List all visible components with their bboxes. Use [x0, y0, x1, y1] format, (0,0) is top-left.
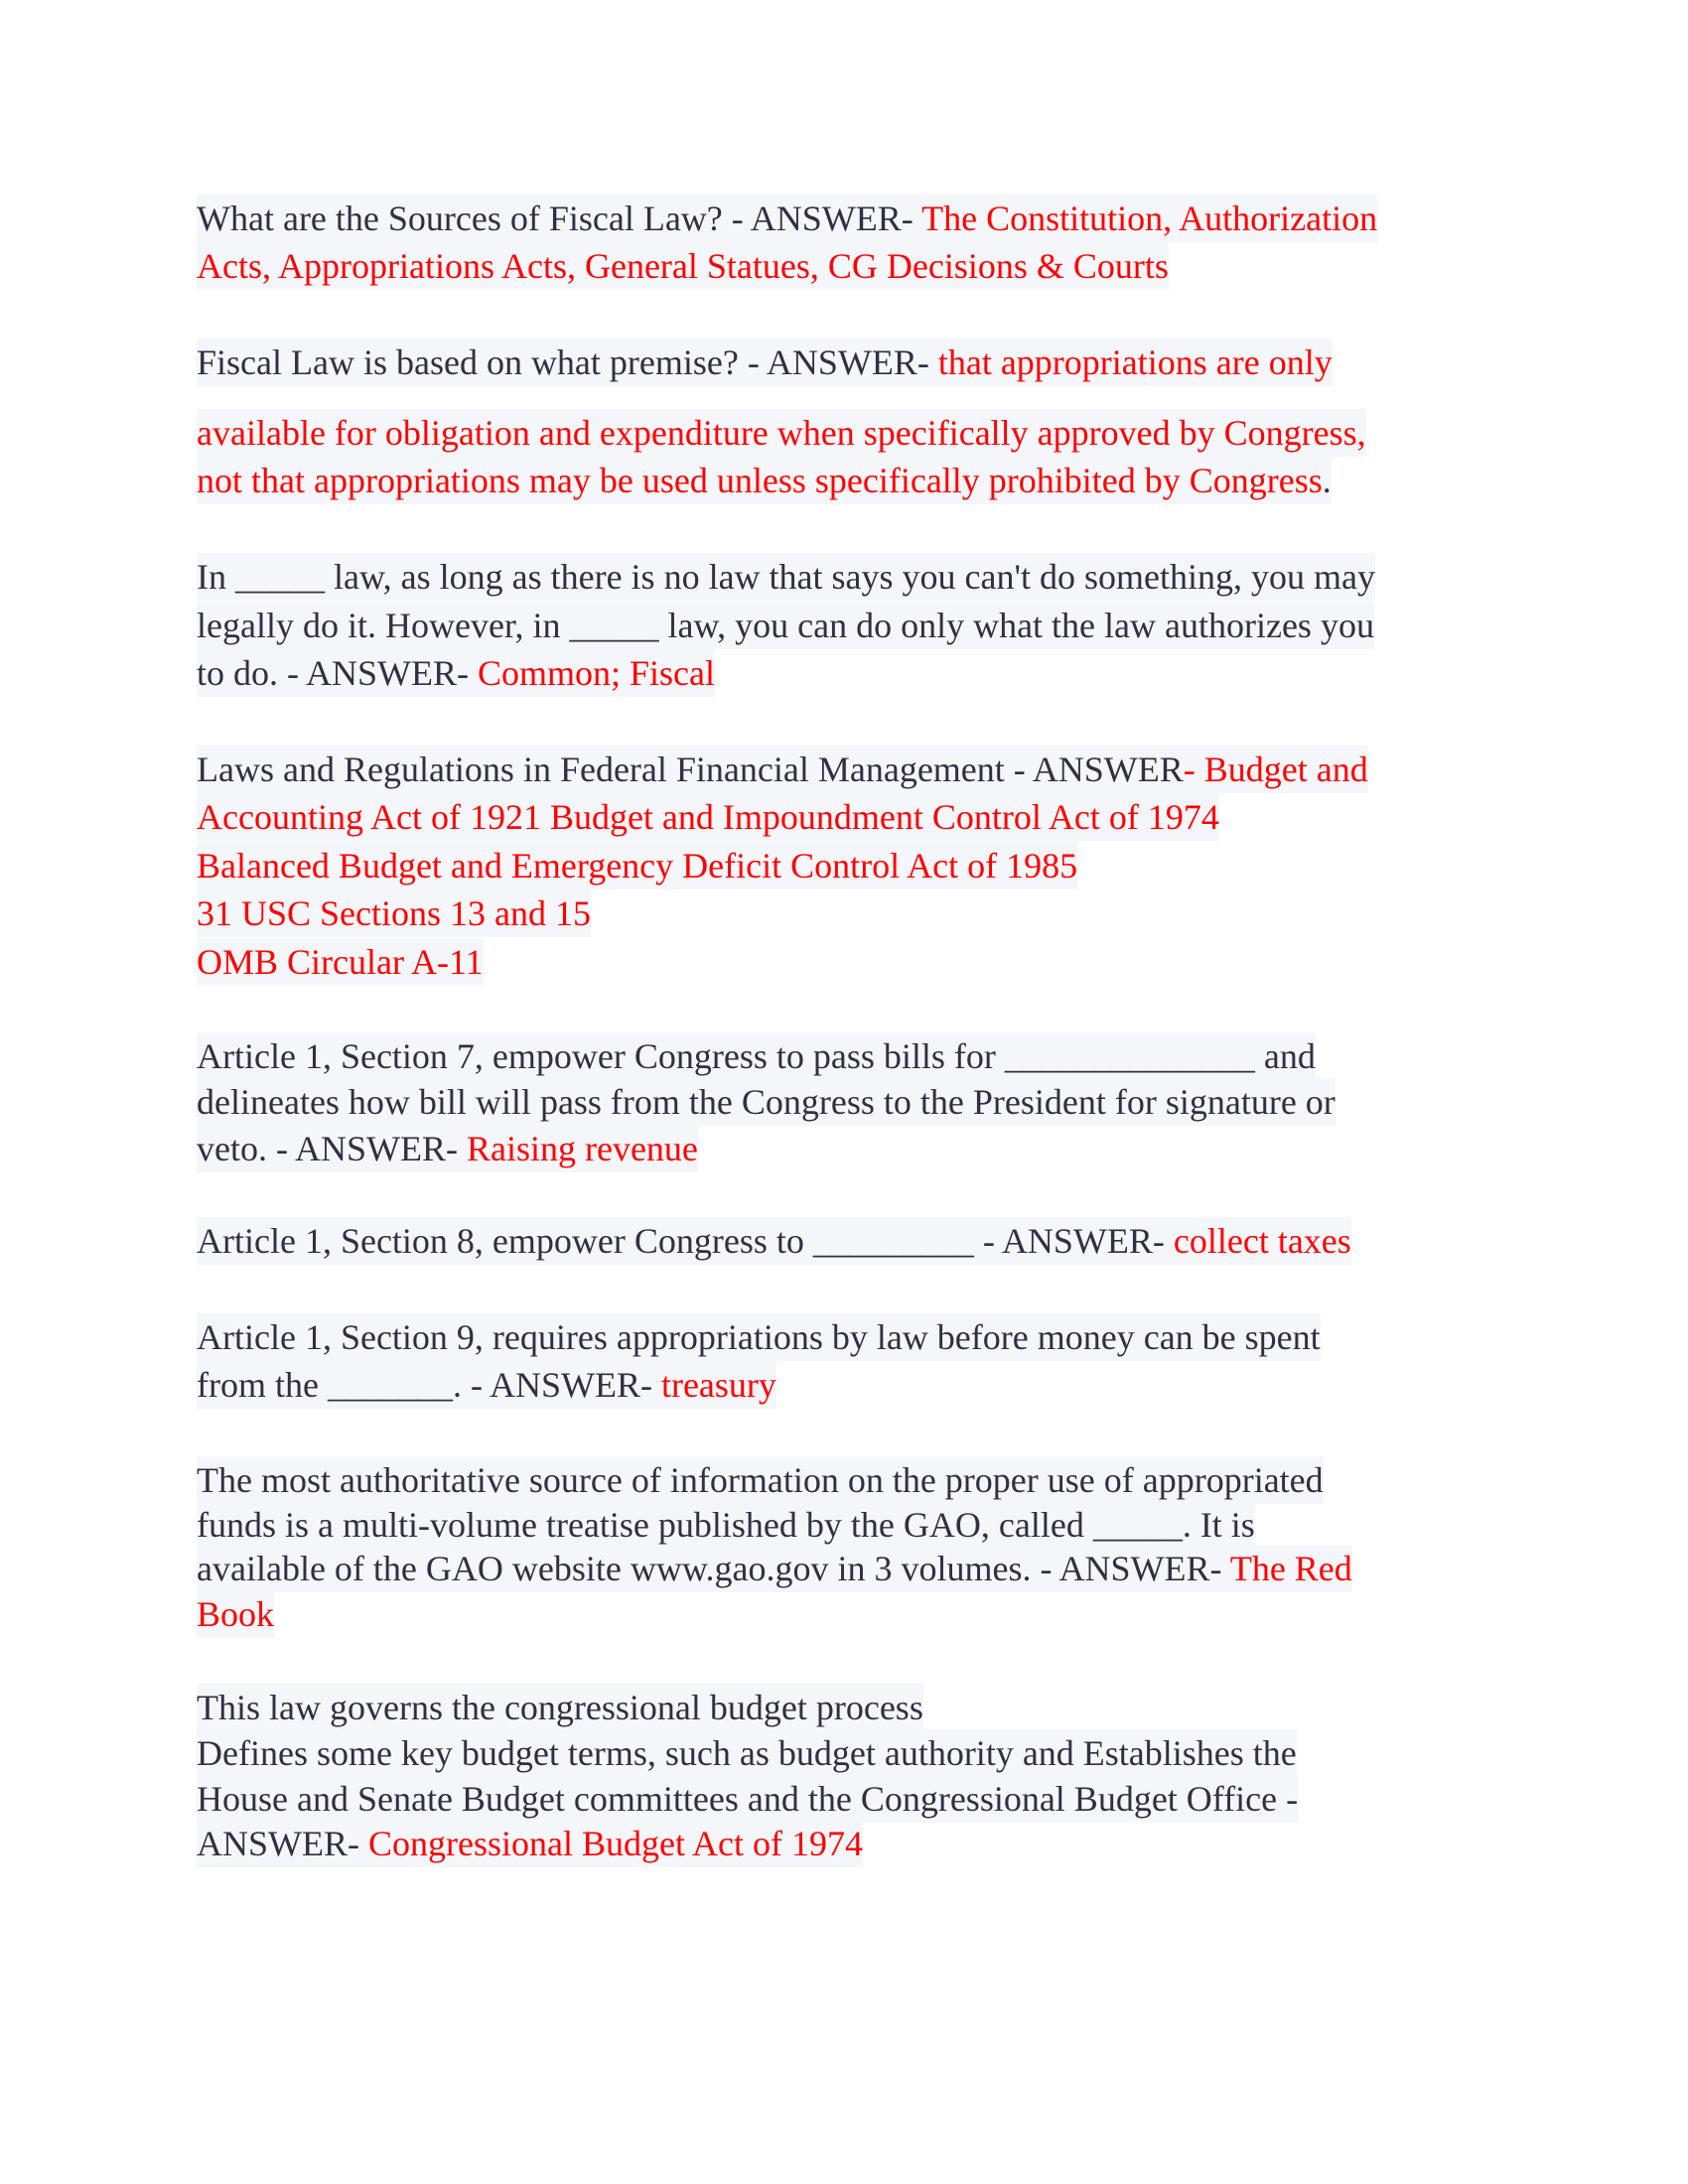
text-line	[197, 938, 484, 986]
question-text: The most authoritative source of information on the proper use of appropriated	[197, 1460, 1324, 1500]
text-line	[197, 339, 1333, 386]
text-line	[197, 1032, 1316, 1080]
answer-text: Book	[197, 1594, 275, 1634]
text-line	[197, 1217, 1351, 1265]
text-line	[197, 1684, 923, 1731]
question-text: .	[1322, 461, 1332, 500]
text-line	[197, 195, 1377, 242]
text-line	[197, 1078, 1336, 1126]
answer-text: Acts, Appropriations Acts, General Statues, CG Decisions & Courts	[197, 246, 1169, 286]
answer-text: Balanced Budget and Emergency Deficit Control Act of 1985	[197, 846, 1078, 886]
answer-text: treasury	[660, 1365, 776, 1405]
question-text: Article 1, Section 8, empower Congress to _________ - ANSWER-	[197, 1221, 1174, 1261]
text-line	[197, 842, 1077, 889]
answer-text: Accounting Act of 1921 Budget and Impoundment Control Act of 1974	[197, 797, 1219, 837]
question-text: to do. - ANSWER-	[197, 653, 478, 693]
question-text: What are the Sources of Fiscal Law? - ANSWER-	[197, 199, 922, 238]
answer-text: OMB Circular A-11	[197, 942, 484, 982]
answer-text: Common; Fiscal	[478, 653, 716, 693]
text-line	[197, 649, 715, 697]
text-line	[197, 1456, 1324, 1504]
text-line	[197, 746, 1368, 793]
answer-text: 31 USC Sections 13 and 15	[197, 893, 592, 933]
text-line	[197, 889, 591, 937]
text-line	[197, 1820, 863, 1867]
answer-text: Raising revenue	[466, 1129, 698, 1168]
text-line	[197, 409, 1366, 457]
text-line	[197, 1545, 1352, 1592]
question-text: Fiscal Law is based on what premise? - ANSWER-	[197, 342, 938, 382]
answer-text: collect taxes	[1173, 1221, 1351, 1261]
question-text: available of the GAO website www.gao.gov in 3 volumes. - ANSWER-	[197, 1549, 1230, 1588]
text-line	[197, 1501, 1255, 1549]
text-line	[197, 1361, 776, 1409]
question-text: ANSWER-	[197, 1824, 368, 1863]
answer-text: Congressional Budget Act of 1974	[368, 1824, 863, 1863]
question-text: This law governs the congressional budget process	[197, 1688, 923, 1727]
text-line	[197, 457, 1332, 504]
question-text: legally do it. However, in _____ law, you can do only what the law authorizes you	[197, 606, 1374, 645]
question-text: In _____ law, as long as there is no law that says you can't do something, you may	[197, 557, 1375, 597]
text-line	[197, 1125, 698, 1172]
answer-text: not that appropriations may be used unless specifically prohibited by Congress	[197, 461, 1323, 500]
text-line	[197, 242, 1169, 290]
text-line	[197, 1775, 1298, 1823]
answer-text: - Budget and	[1183, 750, 1368, 789]
question-text: Article 1, Section 9, requires appropriations by law before money can be spent	[197, 1317, 1321, 1357]
question-text: from the _______. - ANSWER-	[197, 1365, 661, 1405]
question-text: House and Senate Budget committees and the Congressional Budget Office -	[197, 1779, 1299, 1819]
text-line	[197, 1729, 1297, 1777]
question-text: delineates how bill will pass from the Congress to the President for signature or	[197, 1082, 1336, 1122]
question-text: Laws and Regulations in Federal Financial Management - ANSWER	[197, 750, 1184, 789]
answer-text: that appropriations are only	[937, 342, 1333, 382]
answer-text: available for obligation and expenditure when specifically approved by Congress,	[197, 413, 1366, 453]
text-line	[197, 602, 1374, 649]
text-line	[197, 1590, 274, 1638]
question-text: Defines some key budget terms, such as budget authority and Establishes the	[197, 1733, 1297, 1773]
answer-text: The Red	[1229, 1549, 1352, 1588]
question-text: Article 1, Section 7, empower Congress to pass bills for ______________ and	[197, 1036, 1316, 1076]
text-line	[197, 1313, 1321, 1361]
question-text: veto. - ANSWER-	[197, 1129, 467, 1168]
question-text: funds is a multi-volume treatise published by the GAO, called _____. It is	[197, 1505, 1255, 1545]
text-line	[197, 553, 1375, 601]
text-line	[197, 793, 1219, 841]
answer-text: The Constitution, Authorization	[921, 199, 1378, 238]
